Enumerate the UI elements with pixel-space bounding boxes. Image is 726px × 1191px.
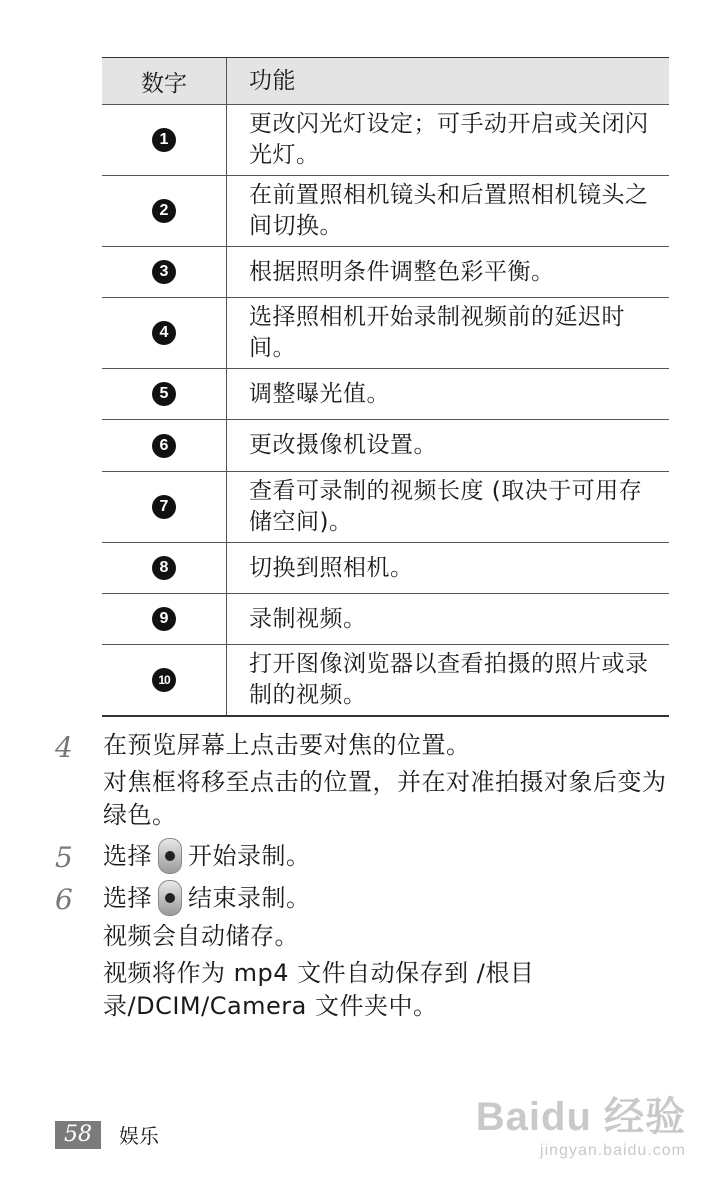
row-text: 录制视频。 — [249, 605, 367, 632]
table-row — [102, 543, 669, 594]
step-5 — [55, 838, 675, 874]
row-text: 打开图像浏览器以查看拍摄的照片或录制的视频。 — [249, 651, 649, 708]
table-row — [102, 369, 669, 420]
step-number: 6 — [55, 883, 73, 916]
row-text: 在前置照相机镜头和后置照相机镜头之间切换。 — [249, 182, 649, 239]
number-badge: 6 — [152, 434, 176, 458]
table-row — [102, 472, 669, 543]
step-4 — [55, 728, 675, 832]
number-badge: 4 — [152, 321, 176, 345]
number-badge: 9 — [152, 607, 176, 631]
step-note: 对焦框将移至点击的位置，并在对准拍摄对象后变为绿色。 — [103, 768, 667, 829]
step-text — [103, 880, 675, 916]
number-badge: 7 — [152, 495, 176, 519]
number-badge: 2 — [152, 199, 176, 223]
page-footer — [55, 1120, 159, 1149]
step-text — [103, 838, 675, 874]
table-row — [102, 420, 669, 472]
baidu-watermark — [476, 1085, 686, 1160]
step-text-post: 结束录制。 — [188, 884, 311, 912]
stop-button-icon — [158, 880, 182, 916]
record-button-icon — [158, 838, 182, 874]
table-row — [102, 247, 669, 298]
step-text-post: 开始录制。 — [188, 842, 311, 870]
row-text: 选择照相机开始录制视频前的延迟时间。 — [249, 304, 625, 361]
number-badge: 3 — [152, 260, 176, 284]
step-number: 4 — [55, 731, 73, 764]
section-name: 娱乐 — [119, 1124, 159, 1148]
watermark-brand: Baidu 经验 — [475, 1095, 686, 1139]
header-number: 数字 — [102, 58, 227, 104]
table-row — [102, 105, 669, 176]
page-number: 58 — [55, 1121, 101, 1149]
watermark-url: jingyan.baidu.com — [540, 1142, 686, 1159]
row-text: 调整曝光值。 — [249, 380, 390, 407]
number-badge: 5 — [152, 382, 176, 406]
step-text-pre: 选择 — [103, 842, 152, 870]
row-text: 更改闪光灯设定；可手动开启或关闭闪光灯。 — [249, 111, 649, 168]
step-note: 视频将作为 mp4 文件自动保存到 /根目录/DCIM/Camera 文件夹中。 — [103, 959, 535, 1020]
number-badge: 10 — [152, 668, 176, 692]
steps-list — [55, 728, 675, 1029]
step-text: 在预览屏幕上点击要对焦的位置。 — [103, 731, 471, 759]
row-text: 根据照明条件调整色彩平衡。 — [249, 258, 555, 285]
row-text: 更改摄像机设置。 — [249, 432, 437, 458]
header-function: 功能 — [249, 67, 296, 94]
table-row — [102, 176, 669, 247]
row-text: 查看可录制的视频长度 (取决于可用存储空间)。 — [249, 478, 643, 535]
function-table — [102, 57, 669, 717]
table-row — [102, 594, 669, 645]
table-row — [102, 645, 669, 715]
number-badge: 1 — [152, 128, 176, 152]
number-badge: 8 — [152, 556, 176, 580]
step-number: 5 — [55, 841, 73, 874]
step-text-pre: 选择 — [103, 884, 152, 912]
step-6 — [55, 880, 675, 1023]
row-text: 切换到照相机。 — [249, 554, 414, 581]
table-row — [102, 298, 669, 369]
step-note: 视频会自动储存。 — [103, 922, 299, 950]
table-header — [102, 58, 669, 105]
